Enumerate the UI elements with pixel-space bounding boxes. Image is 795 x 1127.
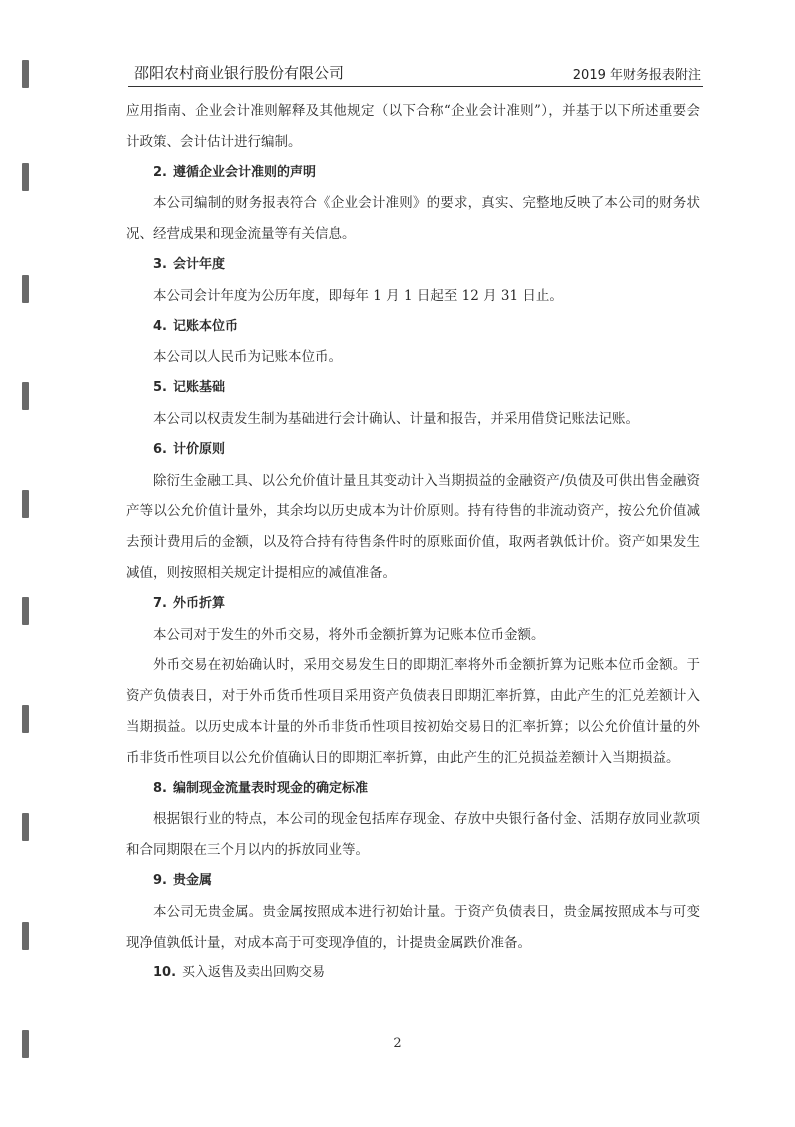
body-paragraph: 应用指南、企业会计准则解释及其他规定（以下合称“企业会计准则”），并基于以下所述重要会计政策、会计估计进行编制。 — [126, 103, 700, 150]
body-paragraph: 本公司编制的财务报表符合《企业会计准则》的要求，真实、完整地反映了本公司的财务状况、经营成果和现金流量等有关信息。 — [126, 195, 700, 243]
section-number: 2. — [153, 164, 167, 180]
body-paragraph: 本公司对于发生的外币交易，将外币金额折算为记账本位币金额。 — [153, 626, 545, 643]
section-number: 5. — [153, 380, 167, 396]
binding-mark — [22, 382, 29, 410]
section-title: 外币折算 — [172, 595, 225, 611]
binding-mark — [22, 813, 29, 841]
binding-mark — [22, 275, 29, 303]
section-heading — [126, 158, 700, 189]
section-heading — [126, 312, 700, 343]
section-title: 计价原则 — [172, 441, 225, 457]
section-number: 6. — [153, 441, 167, 457]
section-heading — [126, 250, 700, 281]
binding-mark — [22, 163, 29, 191]
document-body — [126, 96, 700, 989]
binding-mark — [22, 705, 29, 733]
report-title: 2019 年财务报表附注 — [572, 68, 701, 83]
binding-mark — [22, 597, 29, 625]
section-title: 买入返售及卖出回购交易 — [182, 965, 326, 981]
body-paragraph: 外币交易在初始确认时，采用交易发生日的即期汇率将外币金额折算为记账本位币金额。于资产负债表日，对于外币货币性项目采用资产负债表日即期汇率折算，由此产生的汇兑差额计入当期损益。以历史成本计量的外币非货币性项目按初始交易日的汇率折算；以公允价值计量的外币非货币性项目以公允价值确认日的即期汇率折算，由此产生的汇兑损益差额计入当期损益。 — [126, 657, 700, 766]
body-paragraph: 根据银行业的特点，本公司的现金包括库存现金、存放中央银行备付金、活期存放同业款项和合同期限在三个月以内的拆放同业等。 — [126, 811, 700, 859]
section-title: 编制现金流量表时现金的确定标准 — [172, 780, 368, 796]
section-title: 记账基础 — [172, 380, 225, 396]
section-number: 7. — [153, 595, 167, 611]
section-number: 8. — [153, 780, 167, 796]
section-number: 9. — [153, 872, 167, 888]
section-number: 10. — [153, 965, 177, 981]
section-heading — [126, 866, 700, 897]
body-paragraph: 本公司会计年度为公历年度，即每年 1 月 1 日起至 12 月 31 日止。 — [153, 287, 563, 304]
section-heading — [126, 774, 700, 805]
body-paragraph: 本公司以权责发生制为基础进行会计确认、计量和报告，并采用借贷记账法记账。 — [153, 410, 639, 427]
body-paragraph: 除衍生金融工具、以公允价值计量且其变动计入当期损益的金融资产/负债及可供出售金融资产等以公允价值计量外，其余均以历史成本为计价原则。持有待售的非流动资产，按公允价值减去预计费用后的金额，以及符合持有待售条件时的原账面价值，取两者孰低计价。资产如果发生减值，则按照相关规定计提相应的减值准备。 — [126, 472, 700, 581]
section-heading — [126, 373, 700, 404]
section-title: 会计年度 — [172, 256, 225, 272]
section-heading — [126, 589, 700, 620]
section-heading — [126, 958, 700, 989]
page-header — [128, 62, 703, 87]
section-title: 遵循企业会计准则的声明 — [172, 164, 316, 180]
binding-mark — [22, 490, 29, 518]
section-number: 3. — [153, 256, 167, 272]
page-number: 2 — [393, 1036, 402, 1051]
body-paragraph: 本公司以人民币为记账本位币。 — [153, 349, 342, 366]
section-title: 记账本位币 — [172, 318, 238, 334]
binding-mark — [22, 60, 29, 88]
bank-name: 邵阳农村商业银行股份有限公司 — [134, 64, 345, 82]
body-paragraph: 本公司无贵金属。贵金属按照成本进行初始计量。于资产负债表日，贵金属按照成本与可变现净值孰低计量，对成本高于可变现净值的，计提贵金属跌价准备。 — [126, 903, 700, 951]
section-heading — [126, 435, 700, 466]
binding-mark — [22, 922, 29, 950]
section-number: 4. — [153, 318, 167, 334]
section-title: 贵金属 — [172, 872, 212, 888]
